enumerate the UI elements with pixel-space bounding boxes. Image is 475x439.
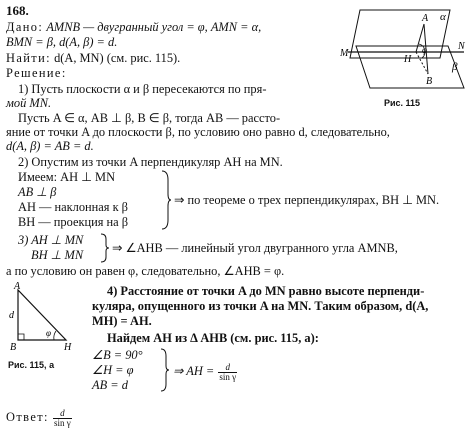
step2-have: Имеем: AH ⊥ MN (18, 170, 116, 184)
step4-frac-num: d (218, 363, 237, 373)
fig115-label-h: H (404, 54, 412, 65)
step2-s2: AH — наклонная к β (18, 200, 128, 214)
fig115a-label-phi: φ (46, 328, 51, 338)
problem-number: 168. (6, 3, 29, 18)
find-line (6, 51, 180, 65)
step2-line-1: 2) Опустим из точки A перпендикуляр AH на MN. (18, 155, 283, 169)
fig115-label-beta: β (452, 61, 458, 73)
step4-implies: ⇒ AH = (173, 364, 215, 378)
step4-line-1: 4) Расстояние от точки A до MN равно высоте перпенди- (107, 284, 425, 298)
right-angle-mark (18, 334, 24, 340)
fig115a-label-b: B (10, 342, 17, 353)
figure-115a (2, 282, 82, 354)
find-text: d(A, MN) (см. рис. 115). (54, 51, 181, 65)
fig115-label-m: M (340, 48, 349, 59)
given-label: Дано: (6, 20, 44, 34)
given-line-2: BMN = β, d(A, β) = d. (6, 35, 118, 49)
fig115-label-b: B (426, 76, 433, 87)
answer-frac-den: sin γ (54, 417, 71, 428)
given-line-1 (6, 20, 261, 34)
step2-brace (160, 170, 172, 230)
answer-label: Ответ: (6, 410, 49, 424)
step1-line-5: d(A, β) = AB = d. (6, 139, 94, 153)
step2-s3: BH — проекция на β (18, 215, 129, 229)
step4-s3: AB = d (92, 378, 128, 392)
step3-line-2: а по условию он равен φ, следовательно, ∠AHB = φ. (6, 264, 285, 278)
step2-s1: AB ⊥ β (18, 185, 57, 199)
answer-frac-num: d (53, 409, 72, 419)
step3-s2: BH ⊥ MN (31, 248, 84, 262)
fig115-label-a: A (422, 13, 429, 24)
fig115a-label-a: A (14, 282, 21, 292)
step4-brace (160, 348, 170, 392)
answer-fraction (53, 409, 72, 428)
step2-conclusion: ⇒ по теореме о трех перпендикулярах, BH ⊥ MN. (174, 193, 440, 207)
find-label: Найти: (6, 51, 51, 65)
step1-line-2: мой MN. (6, 96, 52, 110)
solution-label: Решение: (6, 66, 67, 80)
fig115-label-phi: φ (422, 45, 427, 55)
step1-line-4: яние от точки A до плоскости β, по условию оно равно d, следовательно, (6, 125, 390, 139)
figure-115 (340, 6, 470, 92)
step1-line-3: Пусть A ∈ α, AB ⊥ β, B ∈ β, тогда AB — рассто- (18, 111, 281, 125)
step3-conclusion: ⇒ ∠AHB — линейный угол двугранного угла AMNB, (112, 241, 398, 255)
step4-frac-den: sin γ (219, 371, 237, 382)
fig115-label-n: N (458, 41, 465, 52)
step4-line-2: куляра, опущенного из точки A на MN. Таким образом, d(A, (92, 299, 429, 313)
step4-line-4: Найдем AH из Δ AHB (см. рис. 115, а): (107, 331, 319, 345)
step3-brace (100, 233, 110, 263)
step4-implies-line (173, 362, 238, 382)
fig115-label-alpha: α (440, 11, 446, 23)
step3-s1: 3) AH ⊥ MN (18, 233, 84, 247)
fig115a-label-h: H (64, 342, 72, 353)
step1-line-1: 1) Пусть плоскости α и β пересекаются по пря- (18, 82, 267, 96)
step4-line-3: MH) = AH. (92, 314, 152, 328)
triangle-ahb (18, 290, 66, 340)
step4-s1: ∠B = 90° (92, 348, 143, 362)
fig115a-caption: Рис. 115, а (8, 360, 55, 370)
step4-s2: ∠H = φ (92, 363, 134, 377)
angle-phi-arc-a (54, 331, 56, 340)
plane-alpha (350, 10, 450, 58)
step4-fraction (218, 363, 237, 382)
given-text-1: AMNB — двугранный угол = φ, AMN = α, (46, 20, 262, 34)
fig115a-label-d: d (9, 310, 14, 321)
fig115-caption: Рис. 115 (384, 98, 421, 108)
answer-line (6, 408, 73, 428)
